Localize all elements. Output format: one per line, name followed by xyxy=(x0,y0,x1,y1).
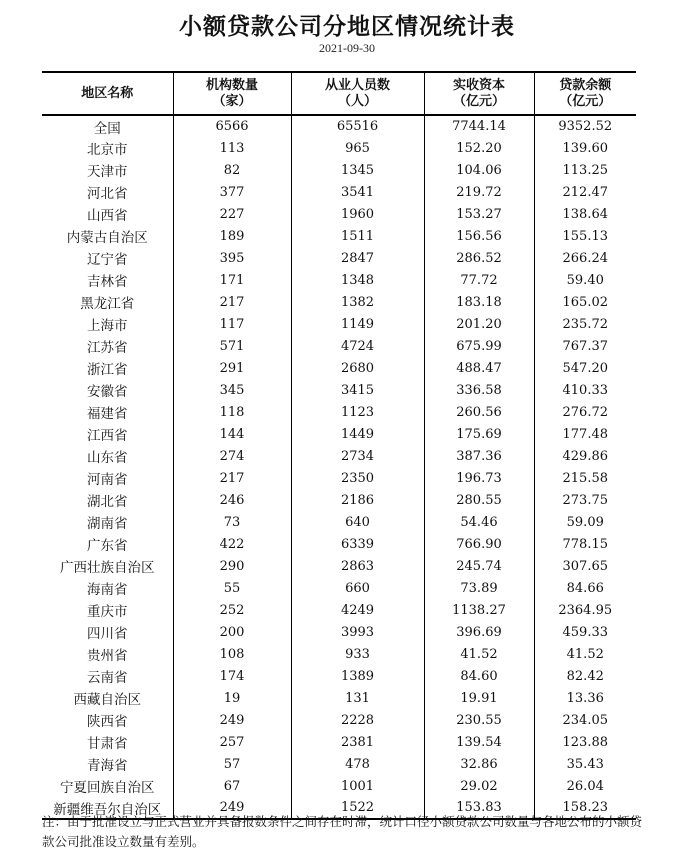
cell-loans: 273.75 xyxy=(534,489,636,511)
cell-loans: 26.04 xyxy=(534,775,636,797)
cell-employees: 478 xyxy=(291,753,424,775)
cell-institutions: 55 xyxy=(173,577,291,599)
table-row xyxy=(42,445,636,467)
cell-loans: 767.37 xyxy=(534,335,636,357)
cell-employees: 3415 xyxy=(291,379,424,401)
cell-loans: 13.36 xyxy=(534,687,636,709)
cell-institutions: 217 xyxy=(173,291,291,313)
table-row xyxy=(42,709,636,731)
table-row xyxy=(42,225,636,247)
cell-capital: 175.69 xyxy=(424,423,534,445)
cell-region: 吉林省 xyxy=(87,274,128,290)
cell-capital: 73.89 xyxy=(424,577,534,599)
cell-capital: 286.52 xyxy=(424,247,534,269)
cell-institutions: 19 xyxy=(173,687,291,709)
report-date: 2021-09-30 xyxy=(319,41,375,55)
cell-employees: 2734 xyxy=(291,445,424,467)
cell-region: 内蒙古自治区 xyxy=(66,230,148,246)
cell-region: 天津市 xyxy=(87,164,128,180)
cell-loans: 215.58 xyxy=(534,467,636,489)
cell-loans: 165.02 xyxy=(534,291,636,313)
cell-loans: 158.23 xyxy=(534,797,636,819)
cell-loans: 9352.52 xyxy=(534,115,636,137)
table-row xyxy=(42,577,636,599)
cell-region: 北京市 xyxy=(87,142,128,158)
header-employees-label: 从业人员数 xyxy=(324,77,390,93)
cell-capital: 260.56 xyxy=(424,401,534,423)
cell-capital: 766.90 xyxy=(424,533,534,555)
table-row xyxy=(42,731,636,753)
cell-institutions: 6566 xyxy=(173,115,291,137)
cell-employees: 1389 xyxy=(291,665,424,687)
table-row xyxy=(42,687,636,709)
cell-institutions: 217 xyxy=(173,467,291,489)
table-row xyxy=(42,379,636,401)
cell-region: 广西壮族自治区 xyxy=(60,560,155,576)
cell-region: 青海省 xyxy=(87,758,128,774)
header-capital xyxy=(424,72,534,115)
cell-loans: 59.09 xyxy=(534,511,636,533)
header-loans-unit: （亿元） xyxy=(559,93,612,109)
cell-employees: 660 xyxy=(291,577,424,599)
cell-institutions: 57 xyxy=(173,753,291,775)
cell-capital: 153.27 xyxy=(424,203,534,225)
cell-institutions: 257 xyxy=(173,731,291,753)
cell-employees: 2228 xyxy=(291,709,424,731)
table-row xyxy=(42,489,636,511)
header-region xyxy=(42,72,173,115)
cell-institutions: 174 xyxy=(173,665,291,687)
table-row xyxy=(42,159,636,181)
cell-employees: 1382 xyxy=(291,291,424,313)
statistics-table xyxy=(42,71,636,820)
cell-employees: 2186 xyxy=(291,489,424,511)
cell-institutions: 252 xyxy=(173,599,291,621)
cell-employees: 131 xyxy=(291,687,424,709)
cell-employees: 2863 xyxy=(291,555,424,577)
header-capital-label: 实收资本 xyxy=(452,77,505,93)
cell-loans: 276.72 xyxy=(534,401,636,423)
cell-region: 重庆市 xyxy=(87,604,128,620)
cell-institutions: 144 xyxy=(173,423,291,445)
header-institutions-label: 机构数量 xyxy=(205,77,258,93)
cell-loans: 177.48 xyxy=(534,423,636,445)
table-row xyxy=(42,643,636,665)
cell-region: 浙江省 xyxy=(87,362,128,378)
cell-loans: 212.47 xyxy=(534,181,636,203)
cell-loans: 35.43 xyxy=(534,753,636,775)
cell-region: 云南省 xyxy=(87,670,128,686)
table-row xyxy=(42,775,636,797)
cell-region: 辽宁省 xyxy=(87,252,128,268)
cell-region: 全国 xyxy=(93,120,121,137)
table-row xyxy=(42,599,636,621)
cell-employees: 4724 xyxy=(291,335,424,357)
table-header xyxy=(42,72,636,115)
cell-region: 湖北省 xyxy=(87,494,128,510)
header-institutions xyxy=(173,72,291,115)
cell-region: 黑龙江省 xyxy=(80,296,135,312)
cell-capital: 245.74 xyxy=(424,555,534,577)
cell-capital: 153.83 xyxy=(424,797,534,819)
cell-loans: 266.24 xyxy=(534,247,636,269)
cell-capital: 152.20 xyxy=(424,137,534,159)
cell-loans: 41.52 xyxy=(534,643,636,665)
cell-institutions: 249 xyxy=(173,797,291,819)
cell-employees: 2847 xyxy=(291,247,424,269)
cell-employees: 2350 xyxy=(291,467,424,489)
cell-capital: 84.60 xyxy=(424,665,534,687)
cell-capital: 156.56 xyxy=(424,225,534,247)
cell-employees: 2381 xyxy=(291,731,424,753)
cell-loans: 307.65 xyxy=(534,555,636,577)
cell-institutions: 67 xyxy=(173,775,291,797)
header-region-label: 地区名称 xyxy=(81,85,134,101)
cell-region: 山东省 xyxy=(87,450,128,466)
cell-capital: 196.73 xyxy=(424,467,534,489)
cell-capital: 1138.27 xyxy=(424,599,534,621)
cell-loans: 459.33 xyxy=(534,621,636,643)
cell-employees: 1149 xyxy=(291,313,424,335)
table-body xyxy=(42,115,636,819)
cell-institutions: 118 xyxy=(173,401,291,423)
cell-region: 江西省 xyxy=(87,428,128,444)
cell-region: 陕西省 xyxy=(87,714,128,730)
table-row xyxy=(42,291,636,313)
cell-region: 海南省 xyxy=(87,582,128,598)
cell-institutions: 377 xyxy=(173,181,291,203)
cell-region: 四川省 xyxy=(87,626,128,642)
cell-institutions: 422 xyxy=(173,533,291,555)
cell-employees: 1345 xyxy=(291,159,424,181)
cell-capital: 29.02 xyxy=(424,775,534,797)
table-row xyxy=(42,555,636,577)
cell-region: 贵州省 xyxy=(87,648,128,664)
cell-institutions: 290 xyxy=(173,555,291,577)
cell-employees: 1960 xyxy=(291,203,424,225)
cell-institutions: 345 xyxy=(173,379,291,401)
cell-institutions: 249 xyxy=(173,709,291,731)
cell-capital: 396.69 xyxy=(424,621,534,643)
header-employees-unit: （人） xyxy=(337,93,377,109)
cell-institutions: 108 xyxy=(173,643,291,665)
cell-institutions: 82 xyxy=(173,159,291,181)
cell-employees: 965 xyxy=(291,137,424,159)
cell-institutions: 395 xyxy=(173,247,291,269)
cell-institutions: 291 xyxy=(173,357,291,379)
cell-employees: 1449 xyxy=(291,423,424,445)
header-capital-unit: （亿元） xyxy=(452,93,505,109)
cell-capital: 280.55 xyxy=(424,489,534,511)
cell-employees: 6339 xyxy=(291,533,424,555)
cell-capital: 54.46 xyxy=(424,511,534,533)
cell-capital: 675.99 xyxy=(424,335,534,357)
cell-institutions: 113 xyxy=(173,137,291,159)
cell-employees: 640 xyxy=(291,511,424,533)
cell-employees: 933 xyxy=(291,643,424,665)
cell-institutions: 73 xyxy=(173,511,291,533)
cell-capital: 104.06 xyxy=(424,159,534,181)
table-row xyxy=(42,401,636,423)
cell-capital: 139.54 xyxy=(424,731,534,753)
cell-institutions: 189 xyxy=(173,225,291,247)
cell-loans: 59.40 xyxy=(534,269,636,291)
cell-loans: 429.86 xyxy=(534,445,636,467)
cell-loans: 234.05 xyxy=(534,709,636,731)
cell-loans: 155.13 xyxy=(534,225,636,247)
cell-capital: 336.58 xyxy=(424,379,534,401)
cell-institutions: 571 xyxy=(173,335,291,357)
table-row xyxy=(42,181,636,203)
cell-capital: 230.55 xyxy=(424,709,534,731)
table-row xyxy=(42,203,636,225)
cell-loans: 235.72 xyxy=(534,313,636,335)
footnote: 注：由于批准设立与正式营业并具备报数条件之间存在时滞，统计口径小额贷款公司数量与各地公布的小额贷款公司批准设立数量有差别。 xyxy=(42,814,643,849)
header-employees xyxy=(291,72,424,115)
header-loans xyxy=(534,72,636,115)
cell-employees: 2680 xyxy=(291,357,424,379)
cell-capital: 387.36 xyxy=(424,445,534,467)
cell-region: 新疆维吾尔自治区 xyxy=(53,801,162,818)
cell-loans: 82.42 xyxy=(534,665,636,687)
cell-region: 福建省 xyxy=(87,406,128,422)
cell-employees: 1123 xyxy=(291,401,424,423)
cell-employees: 65516 xyxy=(291,115,424,137)
table-row xyxy=(42,423,636,445)
cell-employees: 1001 xyxy=(291,775,424,797)
table-row xyxy=(42,511,636,533)
cell-capital: 7744.14 xyxy=(424,115,534,137)
table-row xyxy=(42,115,636,137)
table-row xyxy=(42,313,636,335)
cell-region: 河南省 xyxy=(87,472,128,488)
cell-loans: 123.88 xyxy=(534,731,636,753)
table-row xyxy=(42,467,636,489)
cell-institutions: 171 xyxy=(173,269,291,291)
table-row xyxy=(42,335,636,357)
header-institutions-unit: （家） xyxy=(212,93,252,109)
cell-region: 宁夏回族自治区 xyxy=(60,780,155,796)
cell-loans: 410.33 xyxy=(534,379,636,401)
page-title: 小额贷款公司分地区情况统计表 xyxy=(179,14,515,40)
cell-employees: 3993 xyxy=(291,621,424,643)
table-row xyxy=(42,753,636,775)
cell-employees: 1522 xyxy=(291,797,424,819)
table-row xyxy=(42,665,636,687)
cell-institutions: 117 xyxy=(173,313,291,335)
cell-capital: 41.52 xyxy=(424,643,534,665)
header-loans-label: 贷款余额 xyxy=(559,77,612,93)
cell-institutions: 246 xyxy=(173,489,291,511)
table-row xyxy=(42,269,636,291)
cell-capital: 77.72 xyxy=(424,269,534,291)
cell-capital: 19.91 xyxy=(424,687,534,709)
cell-region: 江苏省 xyxy=(87,340,128,356)
cell-employees: 4249 xyxy=(291,599,424,621)
cell-capital: 201.20 xyxy=(424,313,534,335)
cell-institutions: 227 xyxy=(173,203,291,225)
table-row xyxy=(42,621,636,643)
cell-region: 山西省 xyxy=(87,208,128,224)
cell-loans: 2364.95 xyxy=(534,599,636,621)
cell-loans: 139.60 xyxy=(534,137,636,159)
cell-region: 湖南省 xyxy=(87,516,128,532)
cell-capital: 488.47 xyxy=(424,357,534,379)
cell-loans: 547.20 xyxy=(534,357,636,379)
table-row xyxy=(42,137,636,159)
cell-employees: 1348 xyxy=(291,269,424,291)
cell-employees: 3541 xyxy=(291,181,424,203)
cell-institutions: 200 xyxy=(173,621,291,643)
cell-region: 上海市 xyxy=(87,318,128,334)
cell-capital: 183.18 xyxy=(424,291,534,313)
cell-loans: 84.66 xyxy=(534,577,636,599)
cell-loans: 778.15 xyxy=(534,533,636,555)
cell-loans: 138.64 xyxy=(534,203,636,225)
cell-capital: 219.72 xyxy=(424,181,534,203)
cell-region: 河北省 xyxy=(87,186,128,202)
table-row xyxy=(42,247,636,269)
cell-capital: 32.86 xyxy=(424,753,534,775)
cell-region: 广东省 xyxy=(87,538,128,554)
table-row xyxy=(42,357,636,379)
cell-region: 甘肃省 xyxy=(87,736,128,752)
cell-employees: 1511 xyxy=(291,225,424,247)
cell-region: 西藏自治区 xyxy=(73,692,141,708)
cell-region: 安徽省 xyxy=(87,384,128,400)
cell-institutions: 274 xyxy=(173,445,291,467)
table-row xyxy=(42,533,636,555)
cell-loans: 113.25 xyxy=(534,159,636,181)
